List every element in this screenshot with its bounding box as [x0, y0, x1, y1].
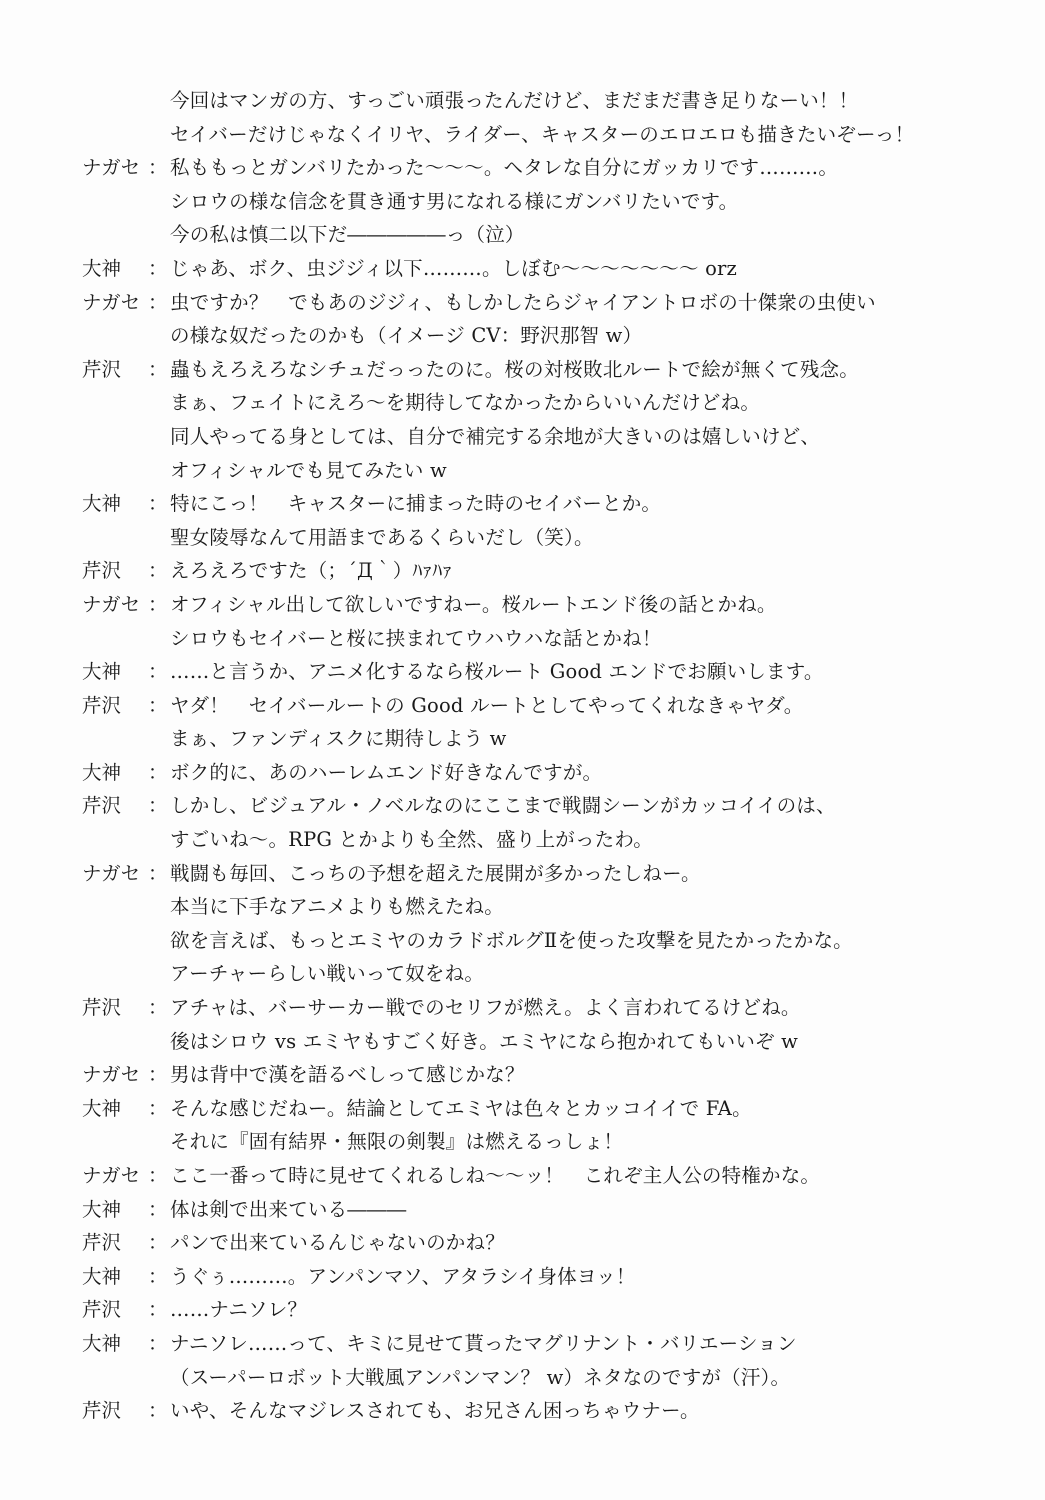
dialogue-text: えろえろですた（；´Д｀）ﾊｧﾊｧ [170, 559, 453, 583]
speaker-colon: ： [148, 492, 168, 516]
dialogue-text: パンで出来ているんじゃないのかね？ [170, 1231, 505, 1255]
dialogue-text: 欲を言えば、もっとエミヤのカラドボルグⅡを使った攻撃を見たかったかな。 [170, 928, 853, 952]
dialogue-text: 戦闘も毎回、こっちの予想を超えた展開が多かったしねー。 [170, 861, 701, 885]
dialogue-line [82, 924, 1002, 958]
dialogue-text: まぁ、フェイトにえろ～を期待してなかったからいいんだけどね。 [170, 391, 761, 415]
dialogue-text: 蟲もえろえろなシチュだっったのに。桜の対桜敗北ルートで絵が無くて残念。 [170, 357, 859, 381]
dialogue-line [82, 554, 1002, 588]
speaker-name: ナガセ [82, 1164, 141, 1187]
dialogue-line [82, 789, 1002, 823]
dialogue-line [82, 588, 1002, 622]
speaker-name: 大神 [82, 660, 122, 684]
dialogue-line [82, 622, 1002, 656]
speaker-colon: ： [148, 256, 168, 280]
speaker-name: 大神 [82, 492, 122, 516]
speaker-name: 大神 [82, 256, 122, 280]
dialogue-line [82, 722, 1002, 756]
dialogue-line [82, 1125, 1002, 1159]
dialogue-text: ヤダ！ セイバールートの Good ルートとしてやってくれなきゃヤダ。 [170, 693, 804, 717]
dialogue-line [82, 857, 1002, 891]
dialogue-line [82, 185, 1002, 219]
speaker-colon: ： [148, 1197, 168, 1221]
dialogue-text: 聖女陵辱なんて用語まであるくらいだし（笑）。 [170, 525, 594, 549]
dialogue-text: 今の私は慎二以下だ―――――っ（泣） [170, 223, 525, 247]
speaker-name: ナガセ [82, 861, 141, 885]
speaker-colon: ： [148, 592, 168, 616]
dialogue-line [82, 1361, 1002, 1395]
speaker-name: 大神 [82, 1264, 122, 1288]
dialogue-line [82, 1193, 1002, 1227]
speaker-name: 芹沢 [82, 559, 122, 583]
dialogue-line [82, 353, 1002, 387]
dialogue-text: アーチャーらしい戦いって奴をね。 [170, 962, 485, 986]
speaker-colon: ： [148, 760, 168, 784]
speaker-colon: ： [148, 1063, 168, 1087]
dialogue-text: （スーパーロボット大戦風アンパンマン？ w）ネタなのですが（汗）。 [170, 1365, 791, 1389]
speaker-name: 芹沢 [82, 794, 122, 818]
dialogue-line [82, 890, 1002, 924]
dialogue-line [82, 218, 1002, 252]
dialogue-line [82, 1260, 1002, 1294]
speaker-colon: ： [148, 290, 168, 314]
speaker-colon: ： [148, 1331, 168, 1355]
dialogue-line [82, 1159, 1002, 1193]
dialogue-line [82, 957, 1002, 991]
dialogue-line [82, 1226, 1002, 1260]
dialogue-line [82, 1058, 1002, 1092]
dialogue-line [82, 1327, 1002, 1361]
speaker-colon: ： [148, 693, 168, 717]
dialogue-text: シロウもセイバーと桜に挟まれてウハウハな話とかね！ [170, 626, 662, 650]
speaker-name: 芹沢 [82, 357, 122, 381]
dialogue-line [82, 286, 1002, 320]
dialogue-text: 本当に下手なアニメよりも燃えたね。 [170, 895, 504, 919]
speaker-name: 大神 [82, 1331, 122, 1355]
dialogue-text: 特にこっ！ キャスターに捕まった時のセイバーとか。 [170, 492, 662, 516]
dialogue-text: しかし、ビジュアル・ノベルなのにここまで戦闘シーンがカッコイイのは、 [170, 794, 836, 818]
dialogue-line [82, 386, 1002, 420]
dialogue-line [82, 1025, 1002, 1059]
dialogue-line [82, 655, 1002, 689]
dialogue-text: セイバーだけじゃなくイリヤ、ライダー、キャスターのエロエロも描きたいぞーっ！ [170, 122, 915, 146]
dialogue-text: すごいね～。RPG とかよりも全然、盛り上がったわ。 [170, 828, 653, 852]
dialogue-line [82, 84, 1002, 118]
dialogue-text: そんな感じだねー。結論としてエミヤは色々とカッコイイで FA。 [170, 1096, 752, 1120]
speaker-colon: ： [148, 794, 168, 818]
dialogue-line [82, 454, 1002, 488]
dialogue-line [82, 252, 1002, 286]
dialogue-line [82, 756, 1002, 790]
dialogue-text: シロウの様な信念を貫き通す男になれる様にガンバリたいです。 [170, 189, 739, 213]
dialogue-line [82, 1092, 1002, 1126]
speaker-name: 芹沢 [82, 693, 122, 717]
dialogue-line [82, 151, 1002, 185]
dialogue-line [82, 1293, 1002, 1327]
speaker-name: 芹沢 [82, 1399, 122, 1423]
speaker-name: ナガセ [82, 592, 141, 616]
speaker-colon: ： [148, 156, 168, 180]
dialogue-text: 今回はマンガの方、すっごい頑張ったんだけど、まだまだ書き足りなーい！！ [170, 89, 859, 112]
speaker-colon: ： [148, 861, 168, 885]
dialogue-text: 同人やってる身としては、自分で補完する余地が大きいのは嬉しいけど、 [170, 424, 821, 448]
dialogue-text: ……と言うか、アニメ化するなら桜ルート Good エンドでお願いします。 [170, 660, 824, 684]
speaker-colon: ： [148, 1164, 168, 1187]
speaker-name: 芹沢 [82, 996, 122, 1020]
dialogue-text: 体は剣で出来ている――― [170, 1197, 407, 1221]
dialogue-line [82, 689, 1002, 723]
dialogue-text: 後はシロウ vs エミヤもすごく好き。エミヤになら抱かれてもいいぞ w [170, 1029, 799, 1053]
dialogue-text: アチャは、バーサーカー戦でのセリフが燃え。よく言われてるけどね。 [170, 996, 801, 1020]
speaker-name: 大神 [82, 760, 122, 784]
speaker-colon: ： [148, 1096, 168, 1120]
speaker-name: 芹沢 [82, 1231, 122, 1255]
dialogue-text: ボク的に、あのハーレムエンド好きなんですが。 [170, 760, 603, 784]
dialogue-text: 虫ですか？ でもあのジジィ、もしかしたらジャイアントロボの十傑衆の虫使い [170, 290, 876, 314]
speaker-colon: ： [148, 660, 168, 684]
dialogue-text: それに『固有結界・無限の剣製』は燃えるっしょ！ [170, 1130, 624, 1154]
dialogue-line [82, 319, 1002, 353]
dialogue-text: まぁ、ファンディスクに期待しよう w [170, 727, 507, 751]
dialogue-line [82, 991, 1002, 1025]
speaker-name: ナガセ [82, 290, 141, 314]
dialogue-text: 男は背中で漢を語るべしって感じかな？ [170, 1063, 525, 1087]
speaker-colon: ： [148, 357, 168, 381]
dialogue-text: の様な奴だったのかも（イメージ CV：野沢那智 w） [170, 324, 643, 348]
dialogue-line [82, 1394, 1002, 1428]
dialogue-line [82, 118, 1002, 152]
dialogue-line [82, 487, 1002, 521]
dialogue-text: いや、そんなマジレスされても、お兄さん困っちゃウナー。 [170, 1399, 700, 1423]
speaker-colon: ： [148, 1399, 168, 1423]
dialogue-transcript [82, 84, 1002, 1428]
dialogue-text: ナニソレ……って、キミに見せて貰ったマグリナント・バリエーション [170, 1331, 797, 1355]
speaker-name: 芹沢 [82, 1298, 122, 1322]
speaker-colon: ： [148, 559, 168, 583]
speaker-name: 大神 [82, 1096, 122, 1120]
dialogue-line [82, 420, 1002, 454]
speaker-colon: ： [148, 1231, 168, 1255]
dialogue-text: ここ一番って時に見せてくれるしね～～ッ！ これぞ主人公の特権かな。 [170, 1164, 821, 1187]
speaker-name: 大神 [82, 1197, 122, 1221]
speaker-name: ナガセ [82, 156, 141, 180]
speaker-name: ナガセ [82, 1063, 141, 1087]
speaker-colon: ： [148, 1298, 168, 1322]
dialogue-text: オフィシャルでも見てみたい w [170, 458, 447, 482]
speaker-colon: ： [148, 996, 168, 1020]
dialogue-text: じゃあ、ボク、虫ジジィ以下………。しぼむ～～～～～～～ orz [170, 256, 738, 280]
dialogue-text: ……ナニソレ？ [170, 1298, 308, 1322]
dialogue-text: 私ももっとガンバリたかった～～～。ヘタレな自分にガッカリです………。 [170, 156, 839, 180]
dialogue-text: うぐぅ………。アンパンマソ、アタラシイ身体ヨッ！ [170, 1264, 636, 1288]
dialogue-text: オフィシャル出して欲しいですねー。桜ルートエンド後の話とかね。 [170, 592, 777, 616]
dialogue-line [82, 521, 1002, 555]
speaker-colon: ： [148, 1264, 168, 1288]
dialogue-line [82, 823, 1002, 857]
